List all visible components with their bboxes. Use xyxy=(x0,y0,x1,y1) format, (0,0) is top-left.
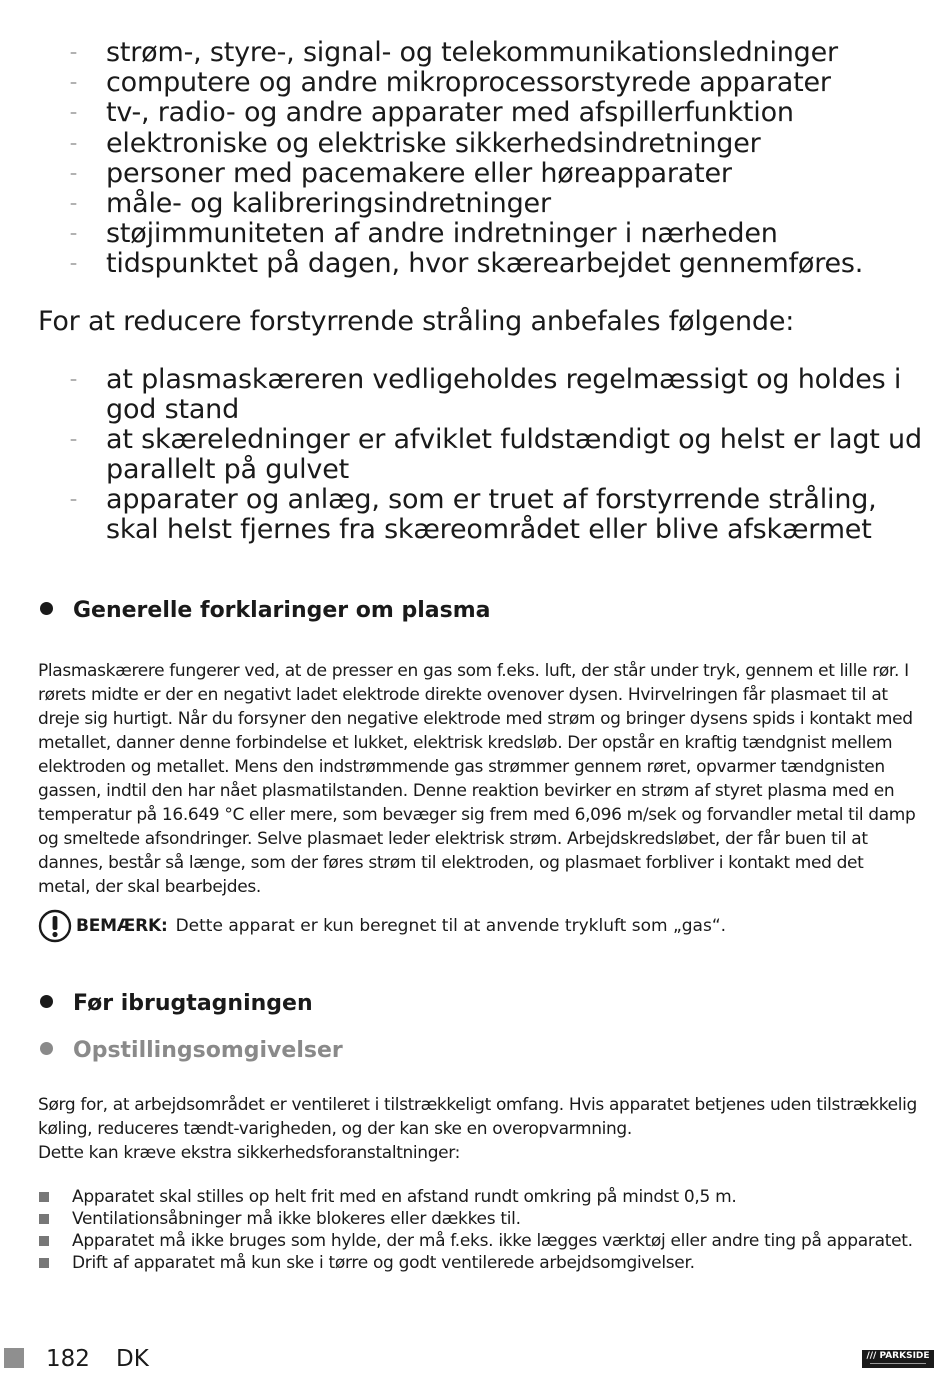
subsection-heading-setup xyxy=(40,1037,343,1065)
page-footer xyxy=(0,1345,950,1374)
list-item: Drift af apparatet må kun ske i tørre og godt ventilerede arbejdsomgivelser. xyxy=(0,1252,920,1274)
list-item: – at plasmaskæreren vedligeholdes regelmæssigt og holdes i god stand xyxy=(0,365,930,425)
plasma-explanation-paragraph: Plasmaskærere fungerer ved, at de presser en gas som f.eks. luft, der står under tryk, gennem et lille rør. I rørets midte er der en negativt ladet elektrode direkte ovenover dysen. Hvirvelringen får plasmaet til at dreje sig hurtigt. Når du forsyner den negative elektrode med strøm og bringer dysens spids i kontakt med metallet, danner denne forbindelse et lukket, elektrisk kredsløb. Der opstår en kraftig tændgnist mellem elektroden og metallet. Mens den indstrømmende gas strømmer gennem røret, opvarmer tændgnisten gassen, indtil den har nået plasmatilstanden. Denne reaktion bevirker en strøm af styret plasma med en temperatur på 16.649 °C eller mere, som bevæger sig frem med 6,096 m/sek og forvandler metal til damp og smeltede afsondringer. Selve plasmaet leder elektrisk strøm. Arbejdskredsløbet, der får buen til at dannes, består så længe, som der føres strøm til elektroden, og plasmaet forbliver i kontakt med det metal, der skal bearbejdes. xyxy=(38,661,916,897)
language-code: DK xyxy=(116,1346,149,1372)
list-item: – at skæreledninger er afviklet fuldstændigt og helst er lagt ud parallelt på gulvet xyxy=(0,425,930,485)
note-label: BEMÆRK: xyxy=(76,916,168,936)
bullet-dot-icon xyxy=(40,995,53,1008)
note-box xyxy=(38,909,726,943)
heading-text: Generelle forklaringer om plasma xyxy=(73,598,491,623)
setup-paragraph-text: Dette kan kræve ekstra sikkerhedsforanstaltninger: xyxy=(38,1143,461,1163)
exclamation-circle-icon xyxy=(38,909,72,943)
list-item: – støjimmuniteten af andre indretninger i nærheden xyxy=(0,219,863,249)
footer-marker xyxy=(4,1348,24,1368)
section-heading-before-use xyxy=(40,990,313,1018)
page-number: 182 xyxy=(46,1346,90,1372)
list-item: – strøm-, styre-, signal- og telekommunikationsledninger xyxy=(0,38,863,68)
list-item: Apparatet skal stilles op helt frit med en afstand rundt omkring på mindst 0,5 m. xyxy=(0,1186,920,1208)
note-text: Dette apparat er kun beregnet til at anvende trykluft som „gas“. xyxy=(175,916,727,936)
recommendation-intro: For at reducere forstyrrende stråling anbefales følgende: xyxy=(38,306,795,337)
list-item: – måle- og kalibreringsindretninger xyxy=(0,189,863,219)
list-item: – tv-, radio- og andre apparater med afspillerfunktion xyxy=(0,98,863,128)
interference-sources-list xyxy=(0,38,863,280)
bullet-dot-icon xyxy=(40,602,53,615)
list-item: – elektroniske og elektriske sikkerhedsindretninger xyxy=(0,129,863,159)
list-item: Apparatet må ikke bruges som hylde, der må f.eks. ikke lægges værktøj eller andre ting på apparatet. xyxy=(0,1230,920,1252)
section-heading-plasma xyxy=(40,597,490,625)
recommendations-list xyxy=(0,365,930,545)
brand-logo xyxy=(862,1350,934,1368)
list-item: – tidspunktet på dagen, hvor skærearbejdet gennemføres. xyxy=(0,249,863,279)
list-item: – computere og andre mikroprocessorstyrede apparater xyxy=(0,68,863,98)
heading-text: Opstillingsomgivelser xyxy=(73,1038,343,1063)
brand-text: /// PARKSIDE xyxy=(866,1351,930,1361)
logo-underline xyxy=(870,1363,926,1367)
list-item: – apparater og anlæg, som er truet af forstyrrende stråling, skal helst fjernes fra skæreområdet eller blive afskærmet xyxy=(0,485,930,545)
setup-paragraph-text: Sørg for, at arbejdsområdet er ventileret i tilstrækkeligt omfang. Hvis apparatet betjenes uden tilstrækkelig køling, reduceres tændt-varigheden, og der kan ske en overopvarmning. xyxy=(38,1095,917,1139)
list-item: Ventilationsåbninger må ikke blokeres eller dækkes til. xyxy=(0,1208,920,1230)
bullet-dot-icon xyxy=(40,1042,53,1055)
list-item: – personer med pacemakere eller høreapparater xyxy=(0,159,863,189)
setup-paragraph xyxy=(38,1093,918,1165)
setup-requirements-list xyxy=(0,1186,920,1274)
heading-text: Før ibrugtagningen xyxy=(73,991,313,1016)
